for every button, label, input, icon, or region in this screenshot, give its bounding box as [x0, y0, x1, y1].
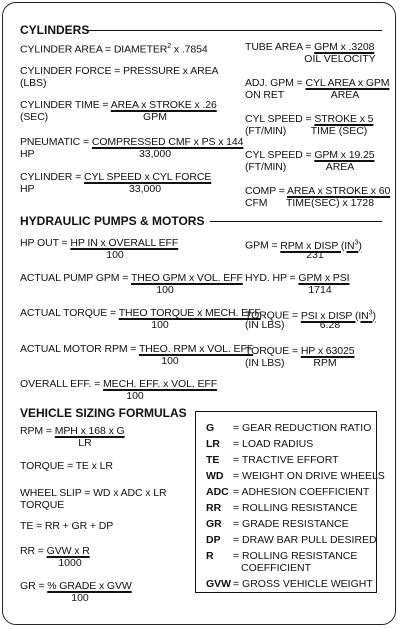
- formula-denominator: LR: [78, 437, 92, 449]
- formula-actual-motor-rpm: [20, 343, 253, 355]
- formula-numerator: HP x 63025: [300, 345, 355, 357]
- formula-units: (IN LBS): [245, 357, 285, 369]
- formula-superscript: 2: [167, 43, 172, 50]
- formula-lhs: OVERALL EFF. =: [20, 378, 101, 390]
- legend-item: ADC = ADHESION COEFFICIENT: [206, 486, 370, 498]
- formula-units: TORQUE: [20, 499, 65, 511]
- formula-lhs: PNEUMATIC =: [20, 136, 90, 148]
- formula-denominator: AREA: [325, 161, 355, 173]
- formula-lhs: CYLINDER TIME =: [20, 99, 109, 111]
- formula-hp-out: [20, 237, 178, 249]
- formula-lhs: HYD. HP =: [245, 272, 296, 284]
- legend-item: COEFFICIENT: [241, 562, 311, 574]
- formula-denominator: 100: [161, 355, 179, 367]
- formula-denominator: 6.28: [319, 319, 341, 331]
- formula-denominator: TIME (SEC): [310, 125, 368, 137]
- formula-numerator: STROKE x 5: [314, 113, 374, 125]
- formula-gr: [20, 580, 132, 592]
- section-rule: [210, 221, 382, 222]
- formula-adj-gpm: [245, 77, 389, 89]
- formula-numerator: THEO GPM x VOL. EFF: [130, 272, 243, 284]
- formula-numerator: COMPRESSED CMF x PS x 144: [91, 136, 244, 148]
- formula-denominator: GPM: [143, 111, 167, 123]
- formula-actual-pump-gpm: [20, 272, 243, 284]
- legend-item: TE = TRACTIVE EFFORT: [206, 454, 339, 466]
- formula-numerator: CYL SPEED x CYL FORCE: [83, 171, 212, 183]
- formula-rr: [20, 545, 90, 557]
- formula-torque-hp: [245, 345, 355, 357]
- formula-units: HP: [20, 183, 35, 195]
- formula-numerator: RPM x DISP $(IN^3)$: [280, 239, 362, 252]
- formula-te: TE = RR + GR + DP: [20, 520, 114, 532]
- formula-numerator: GPM x PSI: [298, 272, 350, 284]
- formula-denominator: 100: [156, 284, 174, 296]
- formula-lhs: GPM =: [245, 239, 278, 252]
- formula-denominator: 1000: [58, 557, 82, 569]
- formula-units: ON RET: [245, 89, 285, 101]
- formula-denominator: 1714: [308, 284, 332, 296]
- formula-numerator: MPH x 168 x G: [54, 425, 125, 437]
- formula-cylinder-force: CYLINDER FORCE = PRESSURE x AREA: [20, 65, 219, 77]
- formula-lhs: ACTUAL MOTOR RPM =: [20, 343, 137, 355]
- abbreviation-legend: [195, 411, 385, 593]
- formula-lhs: TORQUE =: [245, 309, 298, 322]
- formula-numerator: AREA x STROKE x 60: [287, 185, 391, 197]
- formula-overall-eff: [20, 378, 217, 390]
- formula-lhs: CYLINDER =: [20, 171, 82, 183]
- formula-lhs: TUBE AREA =: [245, 41, 312, 53]
- formula-comp-cfm: [245, 185, 390, 197]
- formula-denominator: 100: [151, 319, 169, 331]
- section-title-pumps: HYDRAULIC PUMPS & MOTORS: [20, 214, 205, 228]
- formula-denominator: TIME(SEC) x 1728: [285, 197, 375, 209]
- formula-cyl-speed-gpm: [245, 149, 375, 161]
- formula-torque-te: TORQUE = TE x LR: [20, 460, 113, 472]
- formula-numerator: % GRADE x GVW: [47, 580, 132, 592]
- formula-denominator: 231: [306, 249, 324, 261]
- formula-denominator: OIL VELOCITY: [304, 53, 376, 65]
- formula-numerator: GVW x R: [46, 545, 90, 557]
- formula-lhs: CYL SPEED =: [245, 113, 312, 125]
- legend-item: DP = DRAW BAR PULL DESIRED: [206, 534, 377, 546]
- formula-lhs: CYL SPEED =: [245, 149, 312, 161]
- formula-numerator: PSI x DISP $(IN^3)$: [300, 309, 376, 322]
- formula-denominator: 33,000: [128, 183, 162, 195]
- formula-units: CFM: [245, 197, 268, 209]
- formula-lhs: GR =: [20, 580, 45, 592]
- formula-cylinder-area: [20, 41, 208, 56]
- formula-lhs: ADJ. GPM =: [245, 77, 303, 89]
- formula-units: HP: [20, 148, 35, 160]
- formula-tube-area: [245, 41, 374, 53]
- formula-rpm: [20, 425, 125, 437]
- formula-cylinder-time: [20, 99, 217, 111]
- formula-units: (IN LBS): [245, 319, 285, 331]
- formula-lhs: COMP =: [245, 185, 285, 197]
- legend-item: G = GEAR REDUCTION RATIO: [206, 422, 372, 434]
- section-rule: [86, 30, 382, 31]
- formula-denominator: 100: [106, 249, 124, 261]
- formula-denominator: RPM: [313, 357, 337, 369]
- formula-numerator: AREA x STROKE x .26: [110, 99, 217, 111]
- formula-rhs: x .7854: [171, 43, 208, 56]
- formula-units: (SEC): [20, 111, 49, 123]
- legend-item: GVW = GROSS VEHICLE WEIGHT: [206, 578, 373, 590]
- formula-numerator: MECH. EFF. x VOL. EFF: [103, 378, 218, 390]
- formula-lhs: ACTUAL PUMP GPM =: [20, 272, 129, 284]
- formula-pneumatic-hp: [20, 136, 243, 148]
- formula-numerator: CYL AREA x GPM: [305, 77, 390, 89]
- formula-lhs: HP OUT =: [20, 237, 68, 249]
- formula-lhs: CYLINDER AREA = DIAMETER: [20, 43, 168, 56]
- formula-cylinder-hp: [20, 171, 211, 183]
- section-title-vehicle: VEHICLE SIZING FORMULAS: [20, 406, 187, 420]
- formula-denominator: AREA: [330, 89, 360, 101]
- formula-hyd-hp: [245, 272, 349, 284]
- formula-units: (LBS): [20, 77, 47, 89]
- formula-denominator: 100: [126, 390, 144, 402]
- formula-lhs: TORQUE =: [245, 345, 298, 357]
- formula-denominator: 100: [71, 592, 89, 604]
- formula-numerator: THEO TORQUE x MECH. EFF: [118, 307, 261, 319]
- formula-numerator: GPM x .3208: [314, 41, 375, 53]
- legend-item: WD = WEIGHT ON DRIVE WHEELS: [206, 470, 385, 482]
- formula-denominator: 33,000: [138, 148, 172, 160]
- formula-lhs: RR =: [20, 545, 44, 557]
- legend-item: RR = ROLLING RESISTANCE: [206, 502, 358, 514]
- formula-numerator: THEO. RPM x VOL. EFF: [138, 343, 254, 355]
- legend-item: LR = LOAD RADIUS: [206, 438, 314, 450]
- formula-units: (FT/MIN): [245, 125, 287, 137]
- formula-cyl-speed-stroke: [245, 113, 373, 125]
- formula-actual-torque: [20, 307, 261, 319]
- legend-item: R = ROLLING RESISTANCE: [206, 550, 358, 562]
- formula-numerator: GPM x 19.25: [314, 149, 375, 161]
- formula-lhs: RPM =: [20, 425, 52, 437]
- formula-numerator: HP IN x OVERALL EFF: [70, 237, 179, 249]
- formula-units: (FT/MIN): [245, 161, 287, 173]
- formula-lhs: ACTUAL TORQUE =: [20, 307, 117, 319]
- section-title-cylinders: CYLINDERS: [20, 23, 90, 37]
- formula-wheel-slip: WHEEL SLIP = WD x ADC x LR: [20, 487, 167, 499]
- legend-item: GR = GRADE RESISTANCE: [206, 518, 349, 530]
